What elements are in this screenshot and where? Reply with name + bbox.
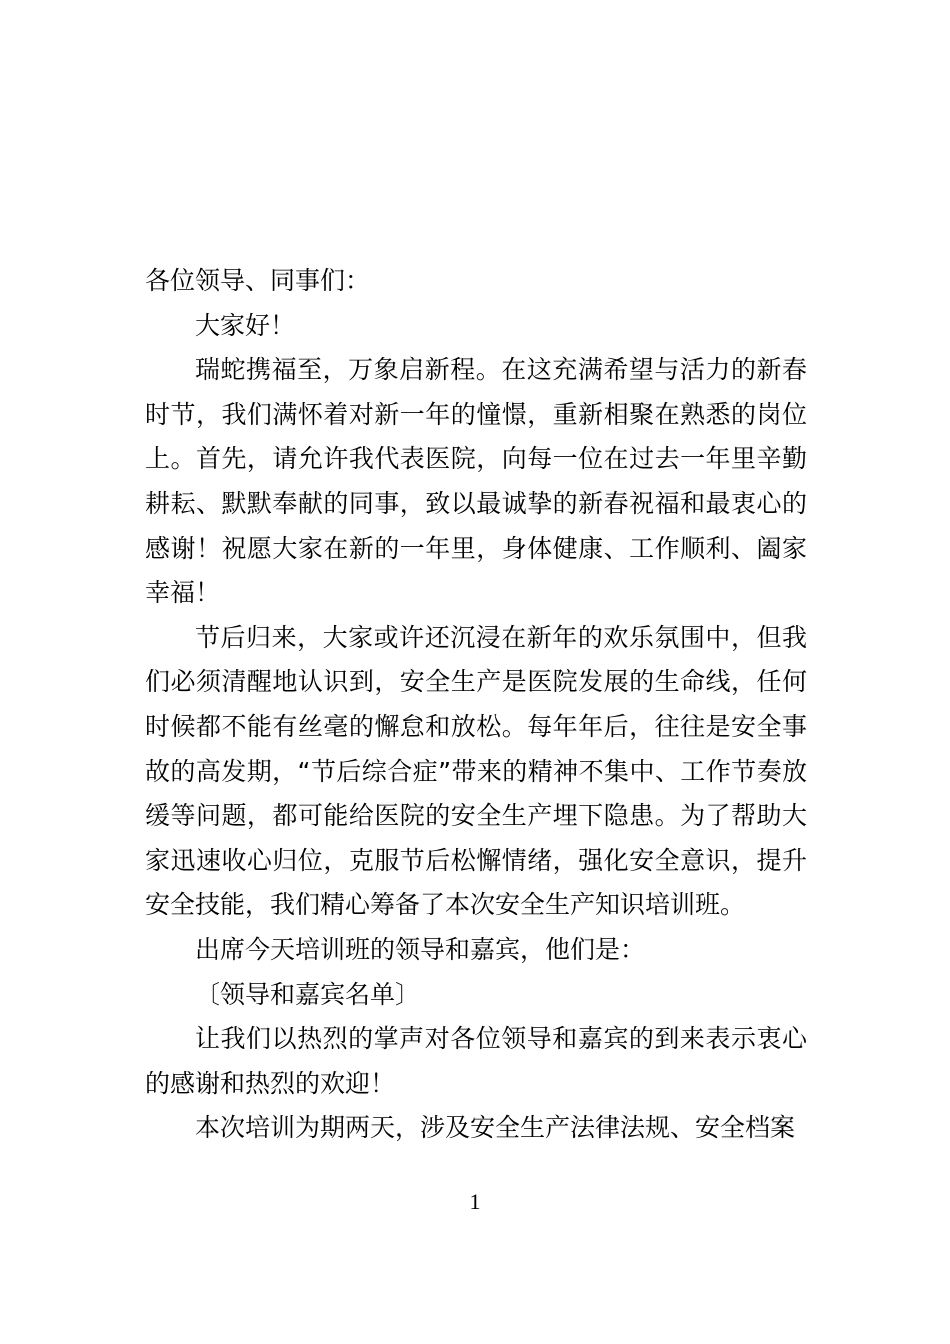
salutation: 各位领导、同事们： [145, 266, 371, 295]
document-body [145, 259, 807, 1151]
paragraph-greeting: 大家好！ [195, 310, 296, 340]
paragraph-new-year-wishes: 瑞蛇携福至，万象启新程。在这充满希望与活力的新春时节，我们满怀着对新一年的憧憬，重新相聚在熟悉的岗位上。首先，请允许我代表医院，向每一位在过去一年里辛勤耕耘、默默奉献的同事，致以最诚挚的新春祝福和最衷心的感谢！祝愿大家在新的一年里，身体健康、工作顺利、阖家幸福！ [145, 355, 807, 608]
paragraph-safety-importance: 节后归来，大家或许还沉浸在新年的欢乐氛围中，但我们必须清醒地认识到，安全生产是医院发展的生命线，任何时候都不能有丝毫的懈怠和放松。每年年后，往往是安全事故的高发期，“节后综合症”带来的精神不集中、工作节奏放缓等问题，都可能给医院的安全生产埋下隐患。为了帮助大家迅速收心归位，克服节后松懈情绪，强化安全意识，提升安全技能，我们精心筹备了本次安全生产知识培训班。 [145, 622, 807, 920]
paragraph-welcome: 让我们以热烈的掌声对各位领导和嘉宾的到来表示衷心的感谢和热烈的欢迎！ [145, 1024, 807, 1098]
paragraph-training-overview: 本次培训为期两天，涉及安全生产法律法规、安全档案 [195, 1113, 796, 1143]
paragraph-guests-intro: 出席今天培训班的领导和嘉宾，他们是： [195, 934, 646, 964]
page-number: 1 [469, 1189, 481, 1214]
paragraph-guest-list-placeholder: 〔领导和嘉宾名单〕 [195, 979, 421, 1009]
